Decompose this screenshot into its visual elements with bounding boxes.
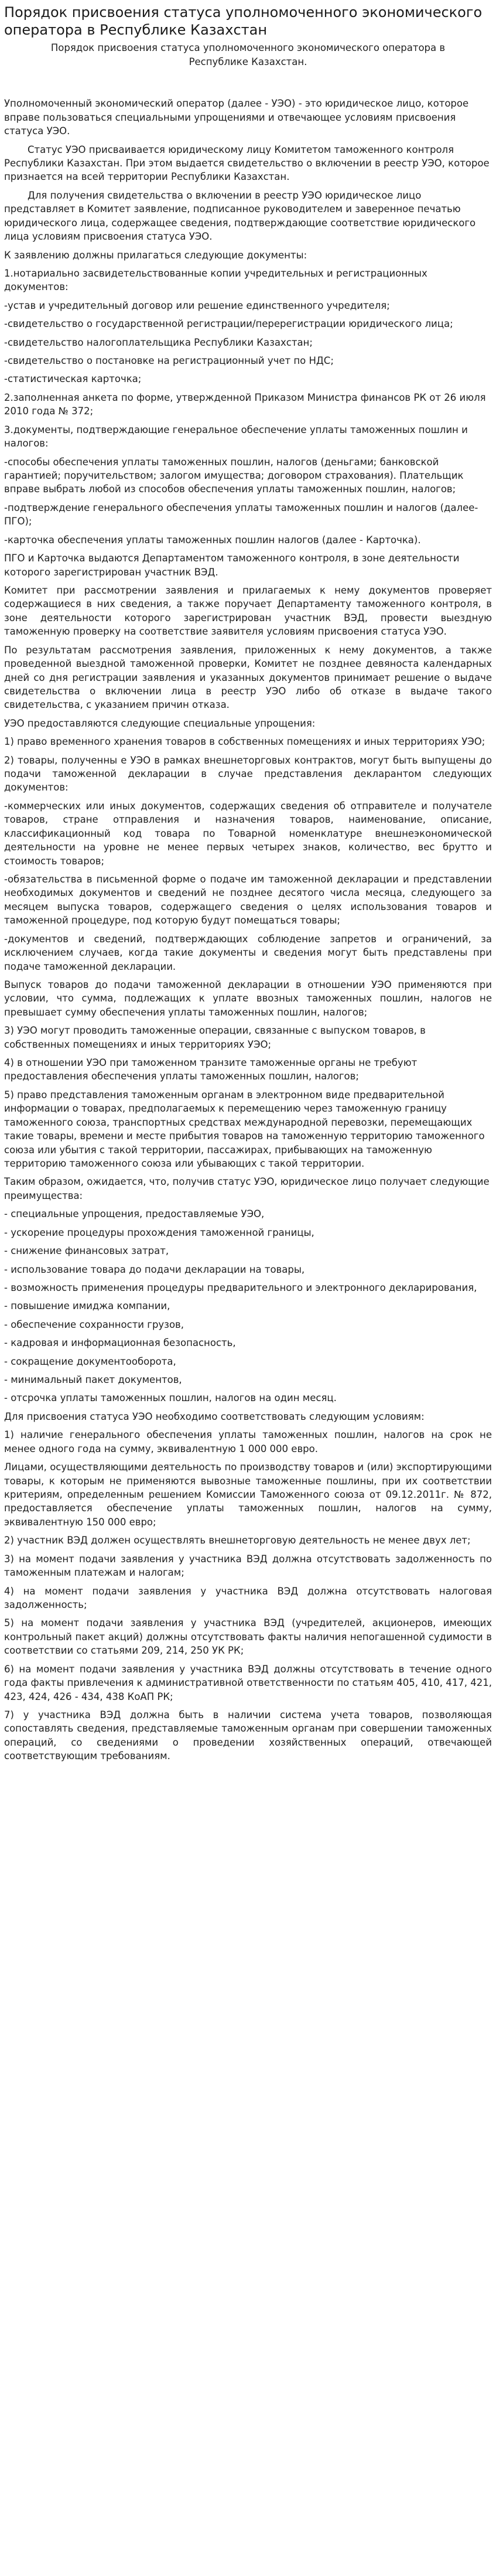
article-paragraph: Лицами, осуществляющими деятельность по производству товаров и (или) экспортирующими товары, к которым не применяются вывозные таможенные пошлины, при их соответствии критериям, определенным решением Комиссии Таможенного союза от 09.12.2011г. № 872, предоставляется обеспечение уплаты таможенных пошлин, налогов на сумму, эквивалентную 150 000 евро;: [4, 1461, 492, 1528]
article-paragraph: 5) на момент подачи заявления у участника ВЭД (учредителей, акционеров, имеющих контрольный пакет акций) должны отсутствовать факты наличия непогашенной судимости в соответствии со статьями 209, 214, 250 УК РК;: [4, 1617, 492, 1657]
article-paragraph: -устав и учредительный договор или решение единственного учредителя;: [4, 299, 390, 311]
article-paragraph: Комитет при рассмотрении заявления и прилагаемых к нему документов проверяет содержащиеся в них сведения, а также поручает Департаменту таможенного контроля, в зоне деятельности которого зарегистрирован участник ВЭД, провести выездную таможенную проверку на соответствие заявителя условиям присвоения статуса УЭО.: [4, 584, 492, 638]
article-paragraph: -коммерческих или иных документов, содержащих сведения об отправителе и получателе товаров, стране отправления и назначения товаров, наименование, описание, классификационный код товара по Товарной номенклатуре внешнеэкономической деятельности на уровне не менее первых четырех знаков, количество, вес брутто и стоимость товаров;: [4, 800, 492, 867]
article-paragraph: 3) на момент подачи заявления у участника ВЭД должна отсутствовать задолженность по таможенным платежам и налогам;: [4, 1553, 492, 1579]
article-paragraph: Статус УЭО присваивается юридическому лицу Комитетом таможенного контроля Республики Казахстан. При этом выдается свидетельство о включении в реестр УЭО, которое признается на всей территории Республики Казахстан.: [4, 144, 490, 183]
article-paragraph: - минимальный пакет документов,: [4, 1374, 182, 1386]
article-paragraph: 6) на момент подачи заявления у участника ВЭД должны отсутствовать в течение одного года факты привлечения к административной ответственности по статьям 405, 410, 417, 421, 423, 424, 426 - 434, 438 КоАП РК;: [4, 1663, 492, 1702]
article-paragraph: Для получения свидетельства о включении в реестр УЭО юридическое лицо представляет в Комитет заявление, подписанное руководителем и заверенное печатью юридического лица, содержащее сведения, подтверждающие соответствие юридического лица условиям присвоения статуса УЭО.: [4, 189, 476, 243]
article-paragraph: -способы обеспечения уплаты таможенных пошлин, налогов (деньгами; банковской гарантией; поручительством; залогом имущества; договором страхования). Плательщик вправе выбрать любой из способов обеспечения уплаты таможенных пошлин, налогов;: [4, 456, 464, 495]
article-paragraph: - отсрочка уплаты таможенных пошлин, налогов на один месяц.: [4, 1392, 337, 1404]
article-paragraph: -подтверждение генерального обеспечения уплаты таможенных пошлин и налогов (далее-ПГО);: [4, 502, 478, 527]
article-subtitle: Порядок присвоения статуса уполномоченного экономического оператора в Республике Казахстан.: [50, 42, 446, 67]
article-paragraph: -статистическая карточка;: [4, 373, 142, 385]
article-paragraph: 1.нотариально засвидетельствованные копии учредительных и регистрационных документов:: [4, 267, 427, 293]
article-paragraph: 1) право временного хранения товаров в собственных помещениях и иных территориях УЭО;: [4, 736, 485, 748]
article-paragraph: УЭО предоставляются следующие специальные упрощения:: [4, 717, 316, 729]
article-paragraph: -свидетельство о государственной регистрации/перерегистрации юридического лица;: [4, 318, 453, 330]
article-paragraph: 4) в отношении УЭО при таможенном транзите таможенные органы не требуют предоставления обеспечения уплаты таможенных пошлин, налогов;: [4, 1057, 418, 1082]
article-paragraph: -свидетельство о постановке на регистрационный учет по НДС;: [4, 355, 334, 367]
article-paragraph: Для присвоения статуса УЭО необходимо соответствовать следующим условиям:: [4, 1410, 425, 1422]
article-paragraph: 7) у участника ВЭД должна быть в наличии система учета товаров, позволяющая сопоставлять сведения, представляемые таможенным органам при совершении таможенных операций, со сведениями о проведении хозяйственных операций, отвечающей соответствующим требованиям.: [4, 1709, 492, 1762]
article-paragraph: - использование товара до подачи декларации на товары,: [4, 1263, 305, 1275]
article-paragraph: 5) право представления таможенным органам в электронном виде предварительной информации о товарах, предполагаемых к перемещению через таможенную границу таможенного союза, транспортных средствах международной перевозки, перемещающих такие товары, времени и месте прибытия товаров на таможенную территорию таможенного союза или убытия с такой территории, пассажирах, прибывающих на таможенную территорию таможенного союза или убывающих с такой территории.: [4, 1089, 485, 1169]
article-paragraph: -документов и сведений, подтверждающих соблюдение запретов и ограничений, за исключением случаев, когда такие документы и сведения могут быть представлены при подаче таможенной декларации.: [4, 933, 492, 972]
article-paragraph: Таким образом, ожидается, что, получив статус УЭО, юридическое лицо получает следующие преимущества:: [4, 1176, 490, 1201]
article-paragraph: 2) участник ВЭД должен осуществлять внешнеторговую деятельность не менее двух лет;: [4, 1535, 471, 1546]
article-paragraph: -карточка обеспечения уплаты таможенных пошлин налогов (далее - Карточка).: [4, 534, 421, 546]
article-paragraph: -обязательства в письменной форме о подаче им таможенной декларации и представлении необходимых документов и сведений не позднее десятого числа месяца, следующего за месяцем выпуска товаров, содержащего сведения о целях использования товаров и таможенной процедуре, под которую будут помещаться товары;: [4, 873, 492, 926]
article-body: [4, 97, 492, 1763]
article-paragraph: -свидетельство налогоплательщика Республики Казахстан;: [4, 336, 313, 348]
article-paragraph: 2) товары, полученны е УЭО в рамках внешнеторговых контрактов, могут быть выпущены до подачи таможенной декларации в случае представления декларантом следующих документов:: [4, 754, 492, 793]
article-paragraph: По результатам рассмотрения заявления, приложенных к нему документов, а также проведенной выездной таможенной проверки, Комитет не позднее девяноста календарных дней со дня регистрации заявления и указанных документов принимает решение о выдаче свидетельства о включении лица в реестр УЭО либо об отказе в выдаче такого свидетельства, с указанием причин отказа.: [4, 644, 492, 711]
article-paragraph: - возможность применения процедуры предварительного и электронного декларирования,: [4, 1282, 477, 1293]
article-paragraph: - кадровая и информационная безопасность,: [4, 1337, 236, 1349]
article-paragraph: 4) на момент подачи заявления у участника ВЭД должна отсутствовать налоговая задолженность;: [4, 1585, 492, 1610]
article-paragraph: - повышение имиджа компании,: [4, 1300, 170, 1312]
article-paragraph: К заявлению должны прилагаться следующие документы:: [4, 249, 307, 261]
article-paragraph: 3.документы, подтверждающие генеральное обеспечение уплаты таможенных пошлин и налогов:: [4, 424, 468, 449]
article-paragraph: - сокращение документооборота,: [4, 1355, 176, 1367]
article-paragraph: 3) УЭО могут проводить таможенные операции, связанные с выпуском товаров, в собственных помещениях и иных территориях УЭО;: [4, 1025, 426, 1050]
page-title: Порядок присвоения статуса уполномоченного экономического оператора в Республике Казахстан: [4, 4, 483, 39]
article-paragraph: - обеспечение сохранности грузов,: [4, 1318, 184, 1330]
article-paragraph: Уполномоченный экономический оператор (далее - УЭО) - это юридическое лицо, которое вправе пользоваться специальными упрощениями и отвечающее условиям присвоения статуса УЭО.: [4, 98, 469, 137]
article-paragraph: - специальные упрощения, предоставляемые УЭО,: [4, 1208, 265, 1220]
article-paragraph: - ускорение процедуры прохождения таможенной границы,: [4, 1226, 314, 1238]
article-paragraph: 2.заполненная анкета по форме, утвержденной Приказом Министра финансов РК от 26 июля 2010 года № 372;: [4, 391, 486, 417]
article-paragraph: Выпуск товаров до подачи таможенной декларации в отношении УЭО применяются при условии, что сумма, подлежащих к уплате ввозных таможенных пошлин, налогов не превышает сумму обеспечения уплаты таможенных пошлин, налогов;: [4, 979, 492, 1018]
article-paragraph: 1) наличие генерального обеспечения уплаты таможенных пошлин, налогов на срок не менее одного года на сумму, эквивалентную 1 000 000 евро.: [4, 1429, 492, 1454]
article-paragraph: - снижение финансовых затрат,: [4, 1245, 169, 1257]
article-paragraph: ПГО и Карточка выдаются Департаментом таможенного контроля, в зоне деятельности которого зарегистрирован участник ВЭД.: [4, 553, 460, 578]
